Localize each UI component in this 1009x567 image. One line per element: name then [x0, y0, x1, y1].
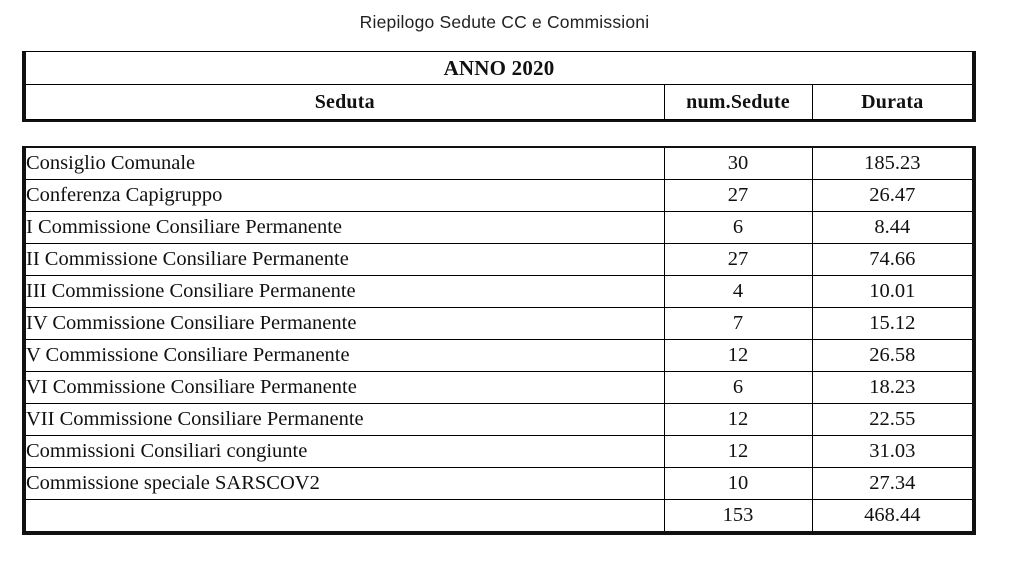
year-header-cell: ANNO 2020	[26, 52, 972, 85]
cell-durata: 185.23	[812, 148, 972, 180]
cell-num-sedute: 27	[664, 244, 812, 276]
column-header-row	[26, 85, 972, 120]
cell-num-sedute: 6	[664, 372, 812, 404]
cell-num-sedute: 12	[664, 340, 812, 372]
table-row	[26, 308, 972, 340]
cell-durata: 74.66	[812, 244, 972, 276]
table-row	[26, 340, 972, 372]
cell-seduta: VI Commissione Consiliare Permanente	[26, 372, 664, 404]
table-row	[26, 468, 972, 500]
cell-num-sedute: 153	[664, 500, 812, 532]
table-row	[26, 180, 972, 212]
cell-num-sedute: 12	[664, 436, 812, 468]
cell-durata: 26.47	[812, 180, 972, 212]
cell-num-sedute: 10	[664, 468, 812, 500]
table-row	[26, 276, 972, 308]
sedute-table	[26, 148, 972, 531]
cell-seduta	[26, 500, 664, 532]
table-body-block	[22, 146, 976, 535]
table-row	[26, 212, 972, 244]
cell-durata: 27.34	[812, 468, 972, 500]
cell-seduta: Conferenza Capigruppo	[26, 180, 664, 212]
cell-num-sedute: 12	[664, 404, 812, 436]
cell-durata: 31.03	[812, 436, 972, 468]
table-row	[26, 436, 972, 468]
column-header-durata: Durata	[812, 85, 972, 120]
cell-num-sedute: 27	[664, 180, 812, 212]
table-row	[26, 244, 972, 276]
cell-durata: 15.12	[812, 308, 972, 340]
year-header-row	[26, 52, 972, 85]
cell-num-sedute: 30	[664, 148, 812, 180]
cell-durata: 18.23	[812, 372, 972, 404]
cell-seduta: III Commissione Consiliare Permanente	[26, 276, 664, 308]
cell-seduta: II Commissione Consiliare Permanente	[26, 244, 664, 276]
table-header	[26, 52, 972, 120]
column-header-num-sedute: num.Sedute	[664, 85, 812, 120]
page-title: Riepilogo Sedute CC e Commissioni	[359, 12, 650, 32]
cell-seduta: Commissione speciale SARSCOV2	[26, 468, 664, 500]
column-header-seduta: Seduta	[26, 85, 664, 120]
cell-durata: 26.58	[812, 340, 972, 372]
table-total-row	[26, 500, 972, 532]
cell-durata: 8.44	[812, 212, 972, 244]
cell-durata: 10.01	[812, 276, 972, 308]
cell-seduta: V Commissione Consiliare Permanente	[26, 340, 664, 372]
table-rows-container	[26, 148, 972, 531]
cell-seduta: IV Commissione Consiliare Permanente	[26, 308, 664, 340]
cell-seduta: VII Commissione Consiliare Permanente	[26, 404, 664, 436]
cell-durata: 468.44	[812, 500, 972, 532]
cell-seduta: I Commissione Consiliare Permanente	[26, 212, 664, 244]
cell-num-sedute: 4	[664, 276, 812, 308]
table-row	[26, 372, 972, 404]
table-header-block	[22, 51, 976, 122]
table-row	[26, 404, 972, 436]
cell-num-sedute: 6	[664, 212, 812, 244]
cell-durata: 22.55	[812, 404, 972, 436]
cell-seduta: Commissioni Consiliari congiunte	[26, 436, 664, 468]
table-row	[26, 148, 972, 180]
cell-num-sedute: 7	[664, 308, 812, 340]
cell-seduta: Consiglio Comunale	[26, 148, 664, 180]
